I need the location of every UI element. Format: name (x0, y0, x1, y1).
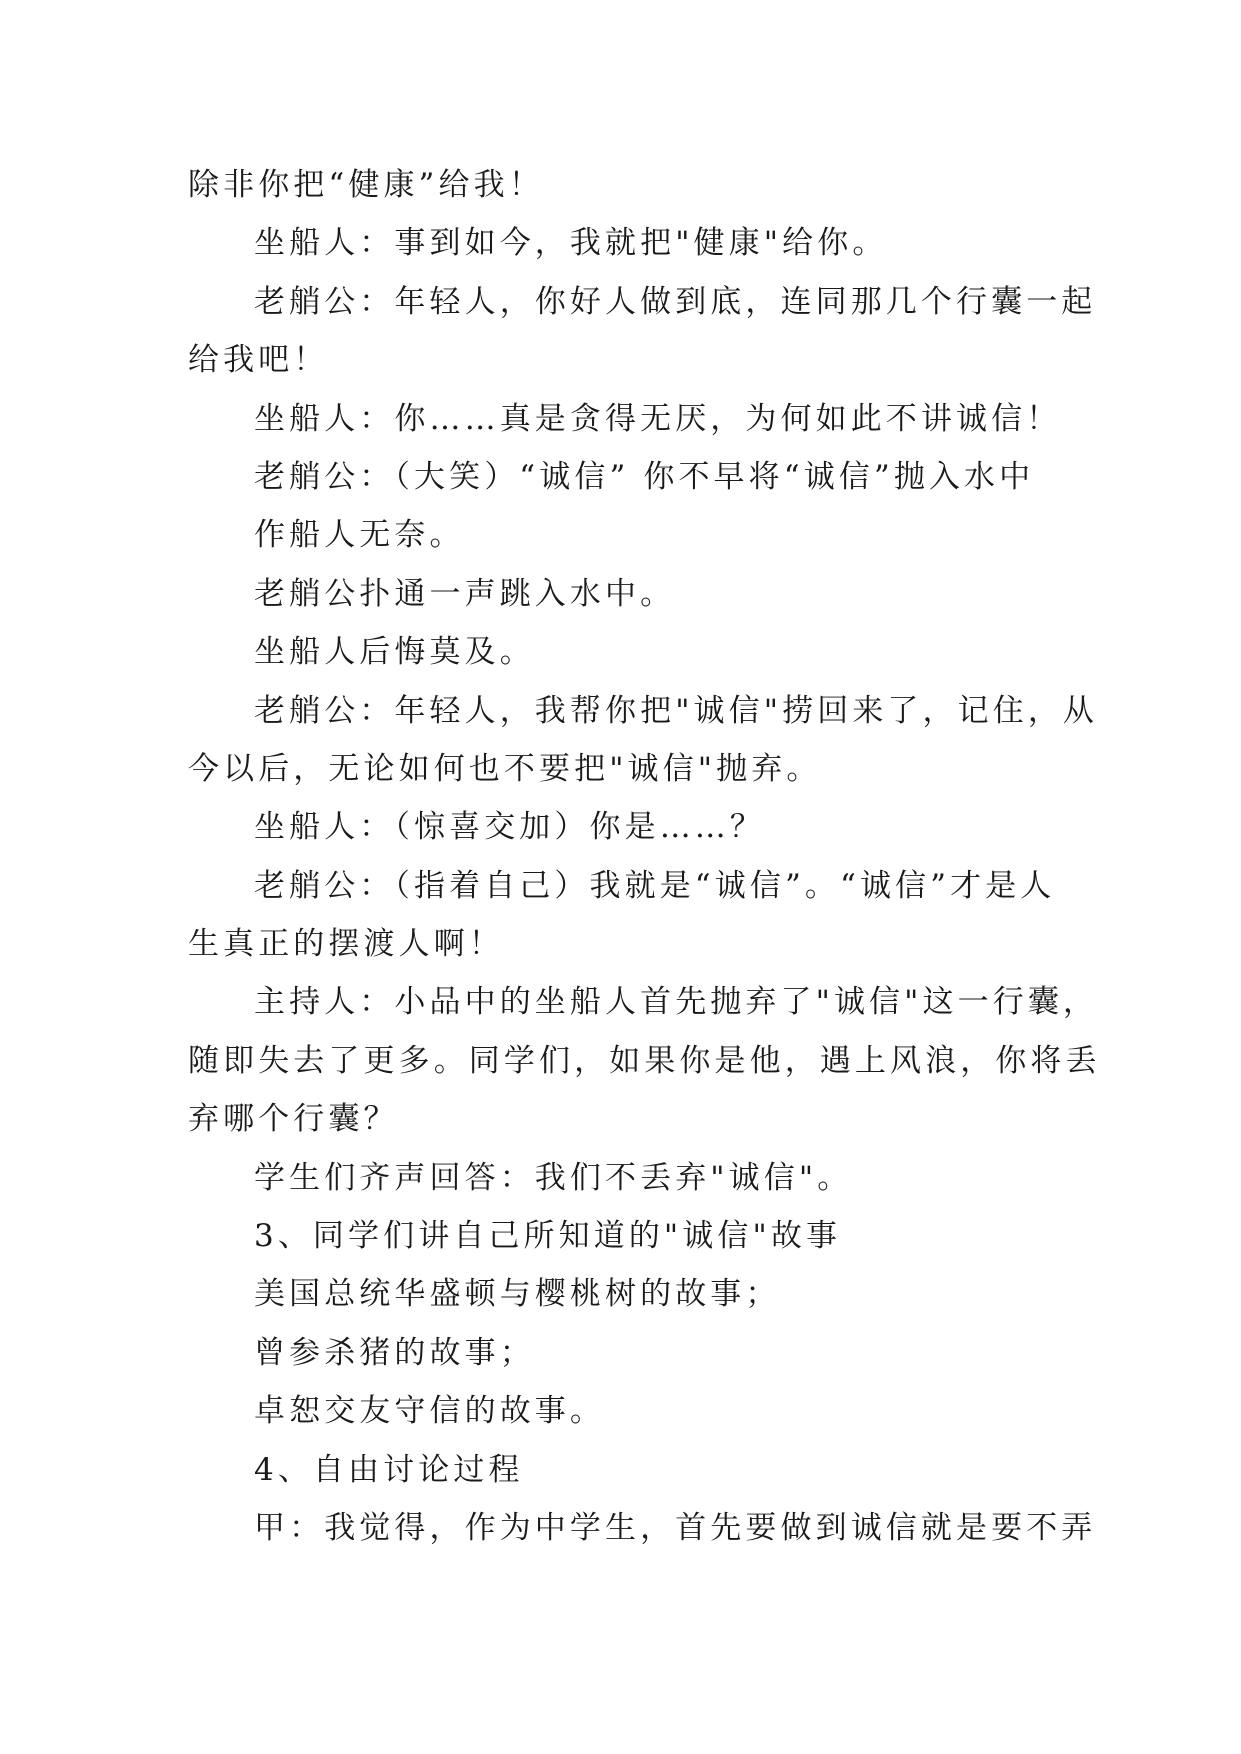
paragraph-line: 今以后，无论如何也不要把"诚信"抛弃。 (188, 750, 822, 787)
paragraph-line: 老艄公：年轻人，你好人做到底，连同那几个行囊一起 (254, 283, 1097, 320)
paragraph-line: 随即失去了更多。同学们，如果你是他，遇上风浪，你将丢 (188, 1042, 1101, 1079)
paragraph-line: 甲：我觉得，作为中学生，首先要做到诚信就是要不弄 (254, 1509, 1097, 1546)
paragraph-line: 学生们齐声回答：我们不丢弃"诚信"。 (254, 1159, 853, 1196)
paragraph-line: 坐船人后悔莫及。 (254, 634, 535, 671)
paragraph-line: 生真正的摆渡人啊！ (188, 926, 504, 963)
document-body (188, 156, 1101, 1557)
paragraph-line: 3、同学们讲自己所知道的"诚信"故事 (254, 1218, 842, 1255)
paragraph-line: 坐船人：事到如今，我就把"健康"给你。 (254, 225, 888, 262)
paragraph-line: 坐船人：（惊喜交加）你是……？ (254, 809, 765, 846)
paragraph-line: 给我吧！ (188, 342, 329, 379)
paragraph-line: 老艄公：（指着自己）我就是“诚信”。“诚信”才是人 (254, 867, 1056, 904)
paragraph-line: 卓恕交友守信的故事。 (254, 1393, 605, 1430)
paragraph-line: 弃哪个行囊？ (188, 1101, 399, 1138)
paragraph-line: 老艄公：年轻人，我帮你把"诚信"捞回来了，记住，从 (254, 692, 1099, 729)
paragraph-line: 曾参杀猪的故事； (254, 1334, 535, 1371)
paragraph-line: 除非你把“健康”给我！ (188, 167, 544, 203)
paragraph-line: 老艄公扑通一声跳入水中。 (254, 575, 676, 612)
paragraph-line: 作船人无奈。 (254, 517, 465, 554)
paragraph-line: 4、自由讨论过程 (254, 1451, 524, 1488)
paragraph-line: 主持人：小品中的坐船人首先抛弃了"诚信"这一行囊， (254, 984, 1099, 1021)
paragraph-line: 美国总统华盛顿与樱桃树的故事； (254, 1276, 781, 1313)
paragraph-line: 坐船人：你……真是贪得无厌，为何如此不讲诚信！ (254, 400, 1062, 437)
paragraph-line: 老艄公：（大笑）“诚信” 你不早将“诚信”抛入水中 (254, 458, 1035, 495)
